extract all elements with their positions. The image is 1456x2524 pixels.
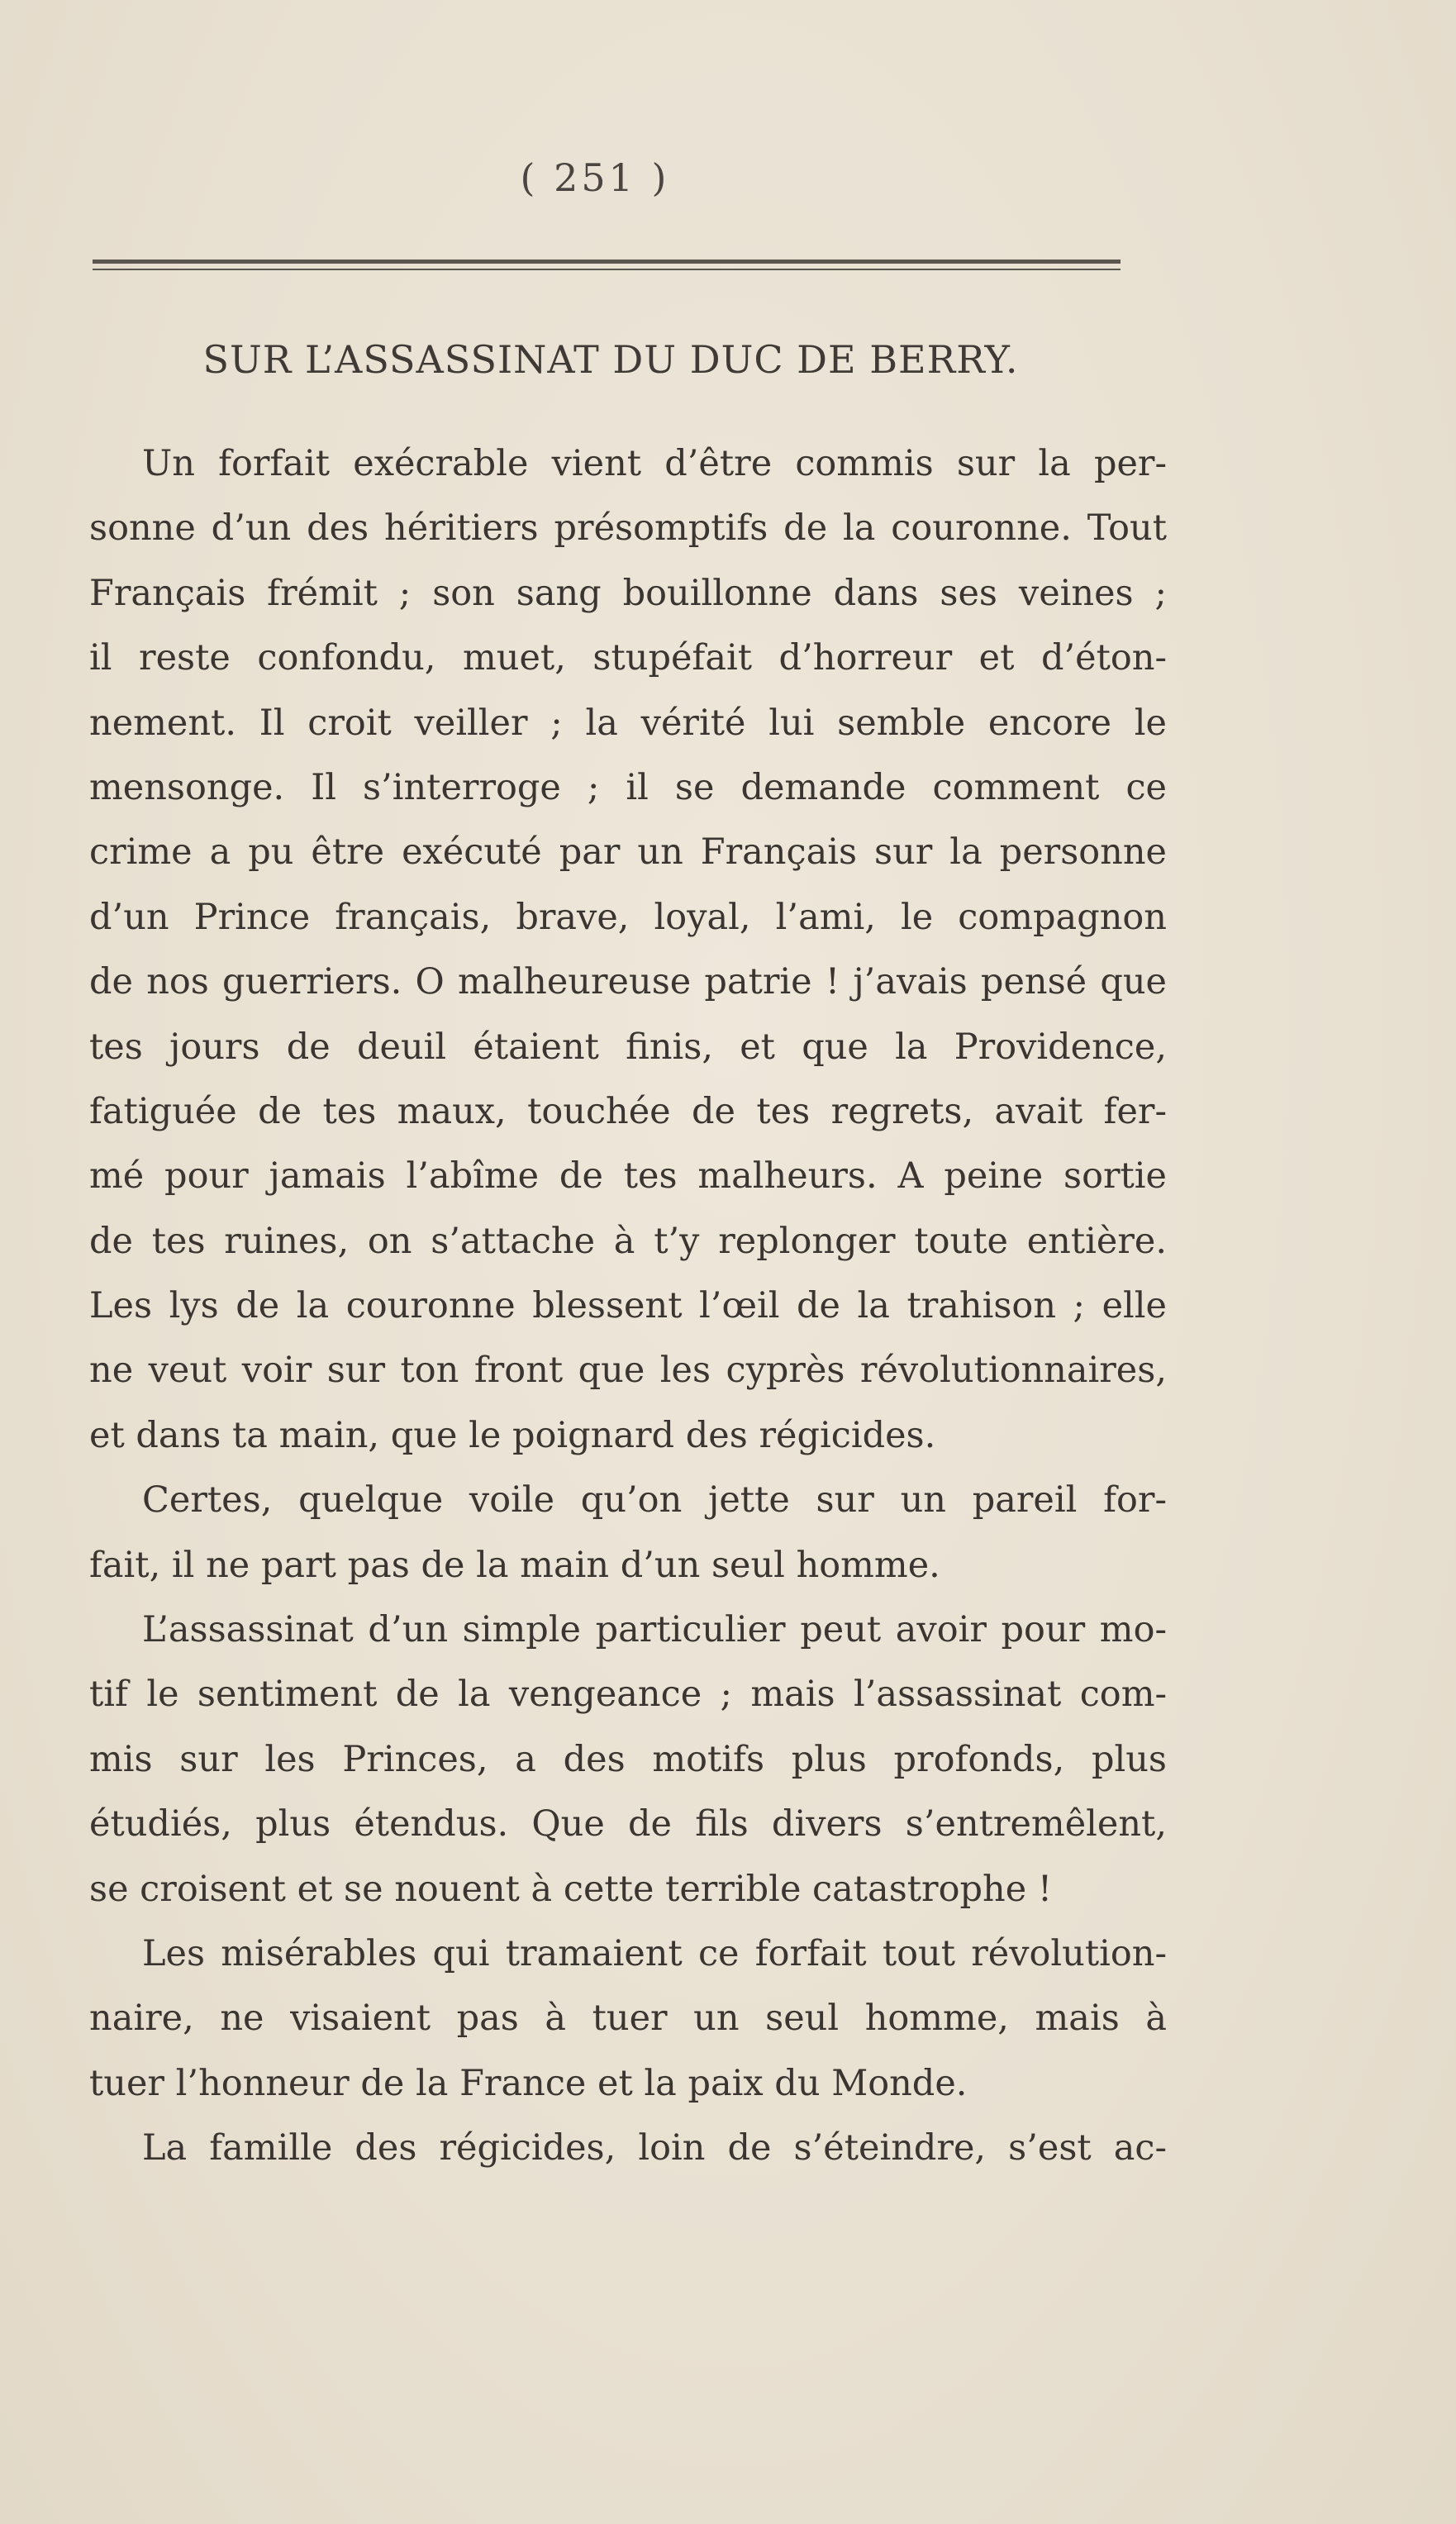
text-line: Les lys de la couronne blessent l’œil de la trahison ; elle xyxy=(89,1285,1167,1327)
text-line: de nos guerriers. O malheureuse patrie ! j’avais pensé que xyxy=(89,961,1167,1003)
text-line: tif le sentiment de la vengeance ; mais l’assassinat com- xyxy=(89,1674,1167,1716)
text-line: Français frémit ; son sang bouillonne dans ses veines ; xyxy=(89,572,1167,614)
text-line: se croisent et se nouent à cette terrible catastrophe ! xyxy=(89,1868,1053,1910)
text-line: de tes ruines, on s’attache à t’y replonger toute entière. xyxy=(89,1220,1167,1262)
text-line: mensonge. Il s’interroge ; il se demande comment ce xyxy=(89,766,1167,808)
header-rule-thin xyxy=(93,269,1121,270)
text-line: crime a pu être exécuté par un Français sur la personne xyxy=(89,831,1167,874)
text-line: étudiés, plus étendus. Que de fils divers s’entremêlent, xyxy=(89,1803,1167,1845)
body-text xyxy=(89,431,1167,2181)
text-line: mé pour jamais l’abîme de tes malheurs. A peine sortie xyxy=(89,1155,1167,1198)
text-line: Les misérables qui tramaient ce forfait tout révolution- xyxy=(142,1932,1167,1974)
chapter-title: SUR L’ASSASSINAT DU DUC DE BERRY. xyxy=(202,337,1019,382)
text-line: naire, ne visaient pas à tuer un seul homme, mais à xyxy=(89,1998,1167,2040)
text-line: tes jours de deuil étaient finis, et que la Providence, xyxy=(89,1026,1167,1068)
page-number: ( 251 ) xyxy=(520,155,670,200)
text-line: et dans ta main, que le poignard des régicides. xyxy=(89,1414,936,1456)
text-line: fait, il ne part pas de la main d’un seul homme. xyxy=(89,1544,940,1586)
text-line: mis sur les Princes, a des motifs plus profonds, plus xyxy=(89,1738,1167,1780)
text-line: il reste confondu, muet, stupéfait d’horreur et d’éton- xyxy=(89,637,1167,679)
text-line: sonne d’un des héritiers présomptifs de la couronne. Tout xyxy=(89,507,1167,550)
text-line: ne veut voir sur ton front que les cyprès révolutionnaires, xyxy=(89,1350,1167,1392)
header-rule-thick xyxy=(93,260,1121,264)
text-line: nement. Il croit veiller ; la vérité lui semble encore le xyxy=(89,702,1167,744)
text-line: tuer l’honneur de la France et la paix du Monde. xyxy=(89,2062,968,2104)
text-line: d’un Prince français, brave, loyal, l’ami, le compagnon xyxy=(89,896,1167,938)
text-line: Un forfait exécrable vient d’être commis sur la per- xyxy=(142,443,1167,484)
text-line: La famille des régicides, loin de s’éteindre, s’est ac- xyxy=(142,2127,1167,2169)
text-line: fatiguée de tes maux, touchée de tes regrets, avait fer- xyxy=(89,1090,1167,1132)
text-line: L’assassinat d’un simple particulier peut avoir pour mo- xyxy=(142,1609,1167,1651)
text-line: Certes, quelque voile qu’on jette sur un pareil for- xyxy=(142,1479,1167,1522)
